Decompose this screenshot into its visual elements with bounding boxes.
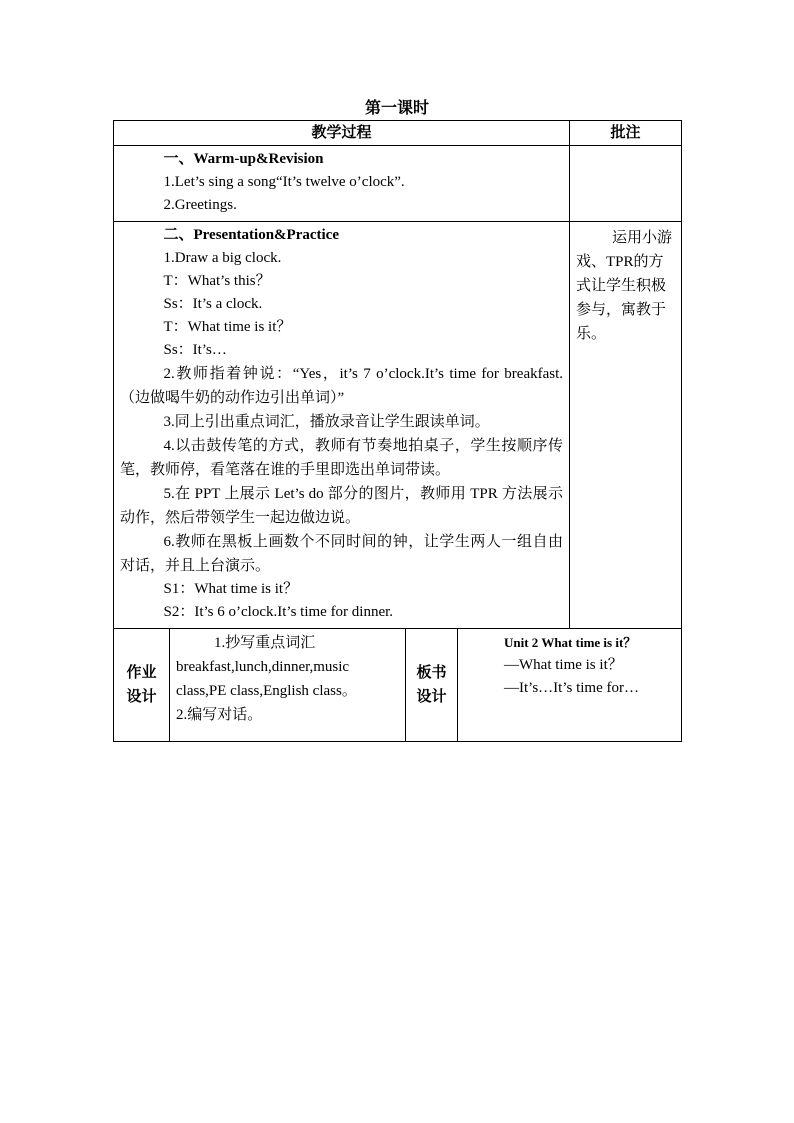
header-process: 教学过程: [114, 121, 570, 146]
content-paragraph: 5.在 PPT 上展示 Let’s do 部分的图片，教师用 TPR 方法展示动作，然后带领学生一起边做边说。: [120, 486, 564, 526]
content-line: T：What’s this？: [163, 273, 271, 289]
homework-words: breakfast,lunch,dinner,music class,PE class,English class。: [176, 659, 357, 699]
header-notes: 批注: [570, 121, 682, 146]
content-paragraph: 2.教师指着钟说：“Yes，it’s 7 o’clock.It’s time for breakfast.（边做喝牛奶的动作边引出单词）”: [120, 366, 564, 406]
content-line: 2.Greetings.: [163, 197, 237, 213]
homework-label-line: 设计: [126, 689, 157, 705]
content-paragraph: 4.以击鼓传笔的方式，教师有节奏地拍桌子，学生按顺序传笔，教师停，看笔落在谁的手里即选出单词带读。: [120, 438, 564, 478]
dialog-line: S1：What time is it？: [163, 581, 299, 597]
lesson-plan-table: [113, 120, 682, 742]
content-line: T：What time is it？: [163, 319, 292, 335]
board-label-line: 设计: [416, 689, 447, 705]
board-title: Unit 2 What time is it？: [504, 635, 637, 650]
homework-content: [170, 629, 406, 742]
notes-cell-empty: [570, 146, 682, 222]
section-heading: 二、Presentation&Practice: [163, 227, 339, 243]
board-line: —It’s…It’s time for…: [504, 680, 639, 696]
board-line: —What time is it？: [504, 657, 623, 673]
homework-item: 2.编写对话。: [176, 707, 263, 723]
notes-cell: 运用小游戏、TPR的方式让学生积极参与，寓教于乐。: [570, 222, 682, 629]
content-line: Ss：It’s a clock.: [163, 296, 263, 312]
page-title: 第一课时: [364, 100, 429, 117]
dialog-line: S2：It’s 6 o’clock.It’s time for dinner.: [163, 604, 394, 620]
content-line: 1.Let’s sing a song“It’s twelve o’clock”.: [163, 174, 405, 190]
section-presentation: [114, 222, 570, 629]
content-line: 1.Draw a big clock.: [163, 250, 282, 266]
content-line: Ss：It’s…: [163, 342, 227, 358]
homework-item: 1.抄写重点词汇: [214, 635, 316, 651]
section-warmup: [114, 146, 570, 222]
homework-label: [114, 629, 170, 742]
section-warmup-row: [114, 146, 682, 222]
board-label-line: 板书: [416, 665, 447, 681]
content-paragraph: 3.同上引出重点词汇，播放录音让学生跟读单词。: [163, 414, 490, 430]
homework-board-row: [114, 629, 682, 742]
board-label: [406, 629, 458, 742]
content-paragraph: 6.教师在黑板上画数个不同时间的钟，让学生两人一组自由对话，并且上台演示。: [120, 534, 564, 574]
board-content: [458, 629, 682, 742]
section-heading: 一、Warm-up&Revision: [163, 151, 324, 167]
section-presentation-row: [114, 222, 682, 629]
table-header-row: [114, 121, 682, 146]
homework-label-line: 作业: [126, 665, 157, 681]
